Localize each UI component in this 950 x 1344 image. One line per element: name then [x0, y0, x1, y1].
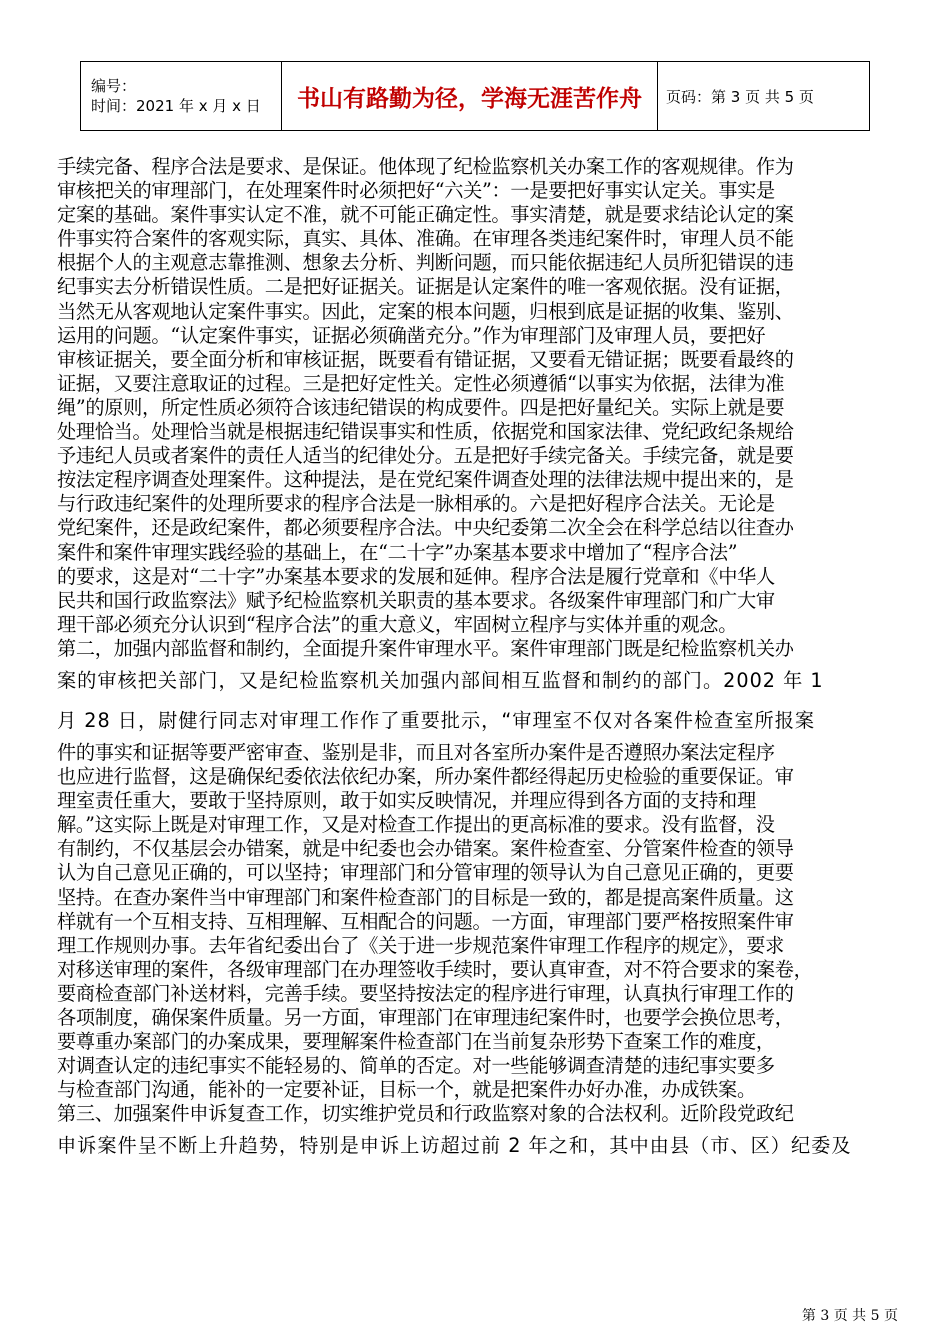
- body-line: 要尊重办案部门的办案成果，要理解案件检查部门在当前复杂形势下查案工作的难度，: [57, 1030, 775, 1054]
- body-line: 各项制度，确保案件质量。另一方面，审理部门在审理违纪案件时，也要学会换位思考，: [57, 1006, 794, 1029]
- body-line: 定案的基础。案件事实认定不准，就不可能正确定性。事实清楚，就是要求结论认定的案: [57, 203, 794, 227]
- body-line: 理室责任重大，要敢于坚持原则，敢于如实反映情况，并理应得到各方面的支持和理: [57, 789, 756, 813]
- body-line: 第三、加强案件申诉复查工作，切实维护党员和行政监察对象的合法权利。近阶段党政纪: [57, 1102, 794, 1126]
- body-line: 认为自己意见正确的，可以坚持；审理部门和分管审理的领导认为自己意见正确的，更要: [57, 861, 794, 885]
- header-table: [80, 61, 870, 131]
- body-line: 审核把关的审理部门，在处理案件时必须把好“六关”：一是要把好事实认定关。事实是: [57, 179, 775, 203]
- body-line: 对移送审理的案件，各级审理部门在办理签收手续时，要认真审查，对不符合要求的案卷，: [57, 957, 813, 981]
- body-line: 解。”这实际上既是对审理工作，又是对检查工作提出的更高标准的要求。没有监督，没: [57, 813, 775, 837]
- document-date: 时间：2021 年 x 月 x 日: [91, 97, 261, 115]
- body-line: 第二，加强内部监督和制约，全面提升案件审理水平。案件审理部门既是纪检监察机关办: [57, 636, 794, 660]
- body-line: 理工作规则办事。去年省纪委出台了《关于进一步规范案件审理工作程序的规定》，要求: [57, 933, 785, 957]
- document-body: [57, 155, 897, 1166]
- body-line-wide: 案的审核把关部门，又是纪检监察机关加强内部间相互监督和制约的部门。2002 年 1: [57, 668, 824, 692]
- body-line: 绳”的原则，所定性质必须符合该违纪错误的构成要件。四是把好量纪关。实际上就是要: [57, 395, 785, 419]
- body-line: 有制约，不仅基层会办错案，就是中纪委也会办错案。案件检查室、分管案件检查的领导: [57, 837, 794, 861]
- body-line: 证据，又要注意取证的过程。三是把好定性关。定性必须遵循“以事实为依据，法律为准: [57, 371, 785, 395]
- header-page-info: 页码：第 3 页 共 5 页: [658, 62, 870, 131]
- body-line: 按法定程序调查处理案件。这种提法，是在党纪案件调查处理的法律法规中提出来的，是: [57, 468, 794, 492]
- body-line: 理干部必须充分认识到“程序合法”的重大意义，牢固树立程序与实体并重的观念。: [57, 612, 738, 636]
- body-line-wide: 申诉案件呈不断上升趋势，特别是申诉上访超过前 2 年之和，其中由县（市、区）纪委及: [57, 1134, 852, 1158]
- body-line: 民共和国行政监察法》赋予纪检监察机关职责的基本要求。各级案件审理部门和广大审: [57, 588, 775, 612]
- body-line: 也应进行监督，这是确保纪委依法依纪办案，所办案件都经得起历史检验的重要保证。审: [57, 765, 794, 789]
- body-line: 与行政违纪案件的处理所要求的程序合法是一脉相承的。六是把好程序合法关。无论是: [57, 492, 775, 516]
- body-line: 运用的问题。“认定案件事实，证据必须确凿充分。”作为审理部门及审理人员，要把好: [57, 323, 766, 347]
- body-line: 要商检查部门补送材料，完善手续。要坚持按法定的程序进行审理，认真执行审理工作的: [57, 981, 794, 1005]
- body-line: 样就有一个互相支持、互相理解、互相配合的问题。一方面，审理部门要严格按照案件审: [57, 909, 794, 933]
- body-line: 的要求，这是对“二十字”办案基本要求的发展和延伸。程序合法是履行党章和《中华人: [57, 564, 775, 588]
- header-meta-cell: [81, 62, 282, 131]
- header-motto: 书山有路勤为径，学海无涯苦作舟: [282, 62, 658, 131]
- body-line: 案件和案件审理实践经验的基础上，在“二十字”办案基本要求中增加了“程序合法”: [57, 540, 738, 564]
- body-line: 处理恰当。处理恰当就是根据违纪错误事实和性质，依据党和国家法律、党纪政纪条规给: [57, 420, 794, 444]
- body-line: 根据个人的主观意志靠推测、想象去分析、判断问题，而只能依据违纪人员所犯错误的违: [57, 251, 794, 275]
- body-line-wide: 月 28 日，尉健行同志对审理工作作了重要批示，“审理室不仅对各案件检查室所报案: [57, 708, 816, 732]
- document-number-label: 编号：: [91, 77, 137, 95]
- page-footer: 第 3 页 共 5 页: [801, 1308, 898, 1324]
- body-line: 件的事实和证据等要严密审查、鉴别是非，而且对各室所办案件是否遵照办案法定程序: [57, 740, 775, 764]
- body-line: 党纪案件，还是政纪案件，都必须要程序合法。中央纪委第二次全会在科学总结以往查办: [57, 516, 794, 540]
- body-line: 审核证据关，要全面分析和审核证据，既要看有错证据，又要看无错证据；既要看最终的: [57, 347, 794, 371]
- body-line: 件事实符合案件的客观实际，真实、具体、准确。在审理各类违纪案件时，审理人员不能: [57, 227, 794, 251]
- body-line: 对调查认定的违纪事实不能轻易的、简单的否定。对一些能够调查清楚的违纪事实要多: [57, 1054, 775, 1078]
- body-line: 手续完备、程序合法是要求、是保证。他体现了纪检监察机关办案工作的客观规律。作为: [57, 155, 794, 178]
- body-line: 坚持。在查办案件当中审理部门和案件检查部门的目标是一致的，都是提高案件质量。这: [57, 885, 794, 909]
- body-line: 与检查部门沟通，能补的一定要补证，目标一个，就是把案件办好办准，办成铁案。: [57, 1078, 756, 1102]
- body-line: 纪事实去分析错误性质。二是把好证据关。证据是认定案件的唯一客观依据。没有证据，: [57, 275, 794, 299]
- body-line: 当然无从客观地认定案件事实。因此，定案的根本问题，归根到底是证据的收集、鉴别、: [57, 299, 794, 323]
- body-line: 予违纪人员或者案件的责任人适当的纪律处分。五是把好手续完备关。手续完备，就是要: [57, 444, 794, 468]
